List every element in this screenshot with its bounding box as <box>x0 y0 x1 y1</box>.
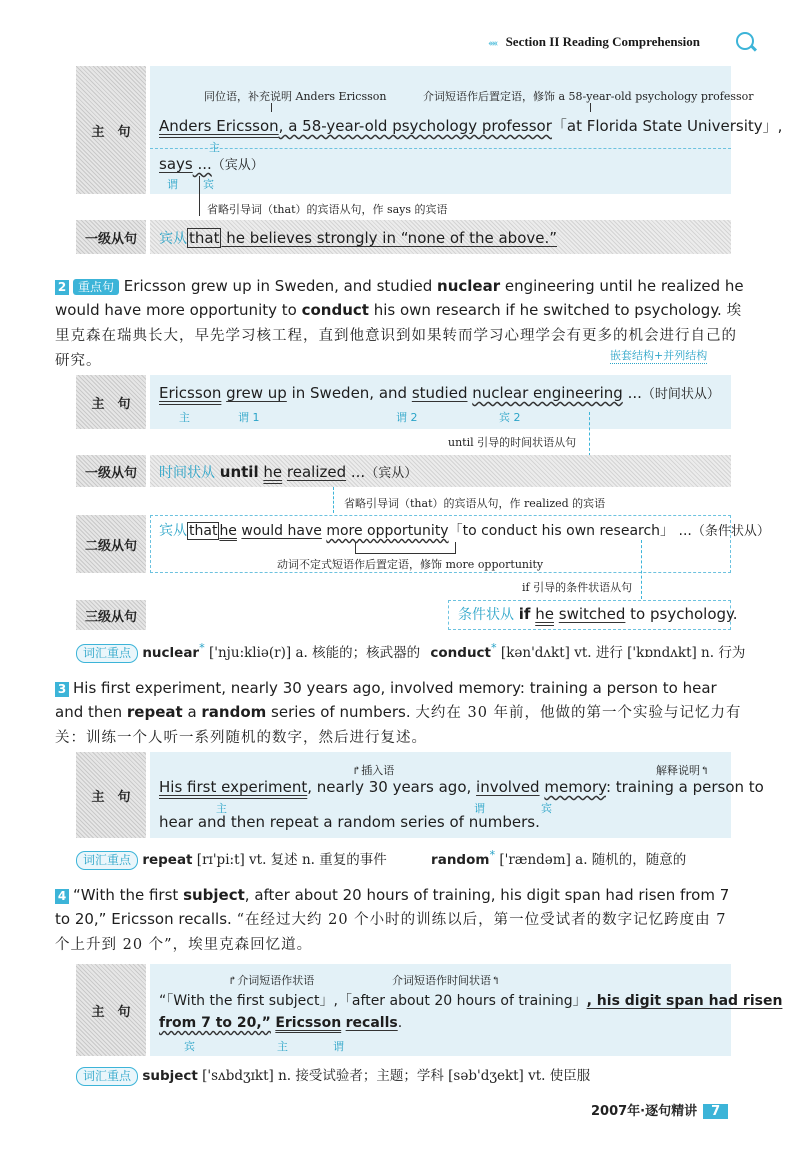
quoted-clause: , his digit span had risen <box>586 993 783 1009</box>
pointer-line <box>641 540 642 599</box>
vocab-definition: ['rændəm] a. 随机的，随意的 <box>495 852 687 868</box>
subclause-3-label: 三级从句 <box>76 600 146 630</box>
role-label: 宾 2 <box>499 411 521 424</box>
book-title: 2007年·逐句精讲 <box>591 1104 698 1119</box>
pointer-line <box>271 103 272 112</box>
vocab-word: random <box>431 852 490 868</box>
sentence-line <box>159 154 264 173</box>
clause-text: he believes strongly in “none of the above.” <box>221 229 558 247</box>
header-arrows: ‹‹‹‹‹ <box>488 37 497 49</box>
star-icon: * <box>491 641 497 655</box>
pointer-line <box>589 412 590 456</box>
subject: he <box>219 523 237 539</box>
dots: ... <box>346 463 366 481</box>
verb: switched <box>558 605 626 623</box>
english-text: , after about 20 hours of training, his digit span had risen from 7 to 20,” Ericsson recalls. <box>55 886 730 928</box>
keyword: conduct <box>301 301 369 319</box>
dashed-divider <box>150 148 731 149</box>
verb: recalls <box>345 1015 398 1031</box>
paragraph-4 <box>55 883 745 957</box>
vocab-tag: 词汇重点 <box>76 1067 138 1086</box>
keyword: repeat <box>126 703 183 721</box>
vocab-word: conduct <box>430 645 492 661</box>
role-label: 谓 1 <box>238 411 260 424</box>
quote: “ <box>159 993 167 1009</box>
search-icon <box>736 32 754 50</box>
vocab-definition: ['nju:kliə(r)] a. 核能的；核武器的 <box>204 645 421 661</box>
bracket-line <box>355 553 455 554</box>
clause-tag: 宾从 <box>159 231 187 247</box>
verb: studied <box>411 384 468 402</box>
annotation-text: 插入语 <box>361 764 395 777</box>
annotation-text: 介词短语作时间状语 <box>392 974 491 987</box>
prep-phrase: 「after about 20 hours of training」 <box>337 993 587 1009</box>
subject: Ericsson <box>275 1015 342 1031</box>
clause-tag: 条件状从 <box>458 607 514 623</box>
role-label: 谓 2 <box>396 411 418 424</box>
annotation: 动词不定式短语作后置定语，修饰 more opportunity <box>277 558 544 571</box>
role-label: 宾 <box>203 178 214 191</box>
annotation: 同位语，补充说明 Anders Ericsson <box>204 90 387 103</box>
main-clause-label: 主 句 <box>76 66 146 194</box>
role-label: 主 <box>179 411 190 424</box>
role-label: 主 <box>216 802 227 815</box>
chinese-translation: 大约在 30 年前，他做的第一个实验与记忆力有关：训练一个人听一系列随机的数字，然后进行复述。 <box>55 705 742 746</box>
vocab-tag: 词汇重点 <box>76 851 138 870</box>
keyword: random <box>201 703 267 721</box>
chinese-translation: “在经过大约 20 个小时的训练以后，第一位受试者的数字记忆跨度由 7 个上升到 20 个”，埃里克森回忆道。 <box>55 912 727 953</box>
sentence-line <box>159 778 764 796</box>
dots: ... <box>674 523 692 539</box>
main-clause-label: 主 句 <box>76 964 146 1056</box>
role-label: 宾 <box>184 1040 195 1053</box>
key-sentence-tag: 重点句 <box>73 279 119 295</box>
sentence-line <box>159 462 417 482</box>
subclause-1-label: 一级从句 <box>76 455 146 487</box>
english-text: “With the first <box>73 886 184 904</box>
vocab-definition: [rɪ'pi:t] vt. 复述 n. 重复的事件 <box>192 852 387 868</box>
sentence-line <box>458 604 738 624</box>
section-title: Section II Reading Comprehension <box>505 34 701 49</box>
clause-tag: （时间状从） <box>641 387 720 402</box>
sentence-number: 2 <box>55 280 69 295</box>
verb: says <box>159 155 193 173</box>
main-clause-label: 主 句 <box>76 752 146 838</box>
object: nuclear engineering <box>472 384 623 402</box>
verb: involved <box>476 778 540 796</box>
sentence-line <box>159 990 782 1010</box>
infinitive-phrase: 「to conduct his own research」 <box>448 523 675 539</box>
english-text: His first experiment, nearly 30 years ago, involved memory: training a person to hear and then <box>55 679 717 721</box>
sentence-line <box>159 813 540 831</box>
vocab-definition: ['sʌbdʒɪkt] n. 接受试验者；主题；学科 [səb'dʒekt] vt. 使臣服 <box>197 1068 591 1084</box>
subject: he <box>535 605 554 623</box>
bracket-line <box>455 542 456 554</box>
vocab-row <box>76 848 686 870</box>
punct: . <box>397 1015 403 1031</box>
page-footer <box>591 1100 728 1119</box>
clause-tag: （宾从） <box>365 466 418 481</box>
insertion: , nearly 30 years ago, <box>307 778 477 796</box>
english-text: series of numbers. <box>266 703 411 721</box>
text: to psychology. <box>625 605 738 623</box>
sentence-line <box>159 115 782 136</box>
subclause-2-label: 二级从句 <box>76 515 146 573</box>
annotation: if 引导的条件状语从句 <box>522 581 633 594</box>
paragraph-3 <box>55 676 745 750</box>
subject: he <box>263 463 283 481</box>
star-icon: * <box>199 641 205 655</box>
verb: would have <box>241 523 322 539</box>
vocab-row <box>76 1064 590 1086</box>
sentence-number: 3 <box>55 682 69 697</box>
verb: realized <box>286 463 347 481</box>
clause-tag: 时间状从 <box>159 465 215 481</box>
prep-phrase: 「With the first subject」 <box>166 993 334 1009</box>
vocab-row <box>76 641 745 663</box>
verb: grew up <box>226 384 287 402</box>
running-header <box>488 34 700 50</box>
role-label: 主 <box>209 141 220 154</box>
annotation: ↱插入语 <box>352 764 395 777</box>
sentence-number: 4 <box>55 889 69 904</box>
subject: Anders Ericsson <box>159 117 279 135</box>
annotation: 介词短语作时间状语↰ <box>392 974 501 987</box>
subject: His first experiment <box>159 778 308 796</box>
annotation: 省略引导词（that）的宾语从句，作 realized 的宾语 <box>344 497 606 510</box>
english-text: Ericsson grew up in Sweden, and studied <box>123 277 438 295</box>
sentence-line <box>159 383 720 402</box>
vocab-word: repeat <box>142 852 193 868</box>
english-text: his own research if he switched to psychology. <box>368 301 722 319</box>
keyword: subject <box>183 886 245 904</box>
main-clause-label: 主 句 <box>76 375 146 429</box>
structure-note: 嵌套结构+并列结构 <box>610 349 708 362</box>
sentence-line <box>159 228 557 248</box>
object: from 7 to 20,” <box>159 1015 271 1031</box>
role-label: 谓 <box>167 178 178 191</box>
role-label: 谓 <box>333 1040 344 1053</box>
pointer-line <box>333 487 334 513</box>
english-text: engineering until he realized he would have more opportunity to <box>55 277 744 319</box>
annotation: 省略引导词（that）的宾语从句，作 says 的宾语 <box>207 203 448 216</box>
vocab-tag: 词汇重点 <box>76 644 138 663</box>
annotation: 介词短语作后置定语，修饰 a 58-year-old psychology professor <box>423 90 754 103</box>
conjunction: that <box>189 523 218 539</box>
explanation: : training a person to <box>605 778 764 796</box>
punct: , <box>333 993 338 1009</box>
keyword: nuclear <box>437 277 501 295</box>
vocab-word: subject <box>142 1068 198 1084</box>
object-dots: ... <box>192 155 212 173</box>
role-label: 主 <box>277 1040 288 1053</box>
role-label: 谓 <box>474 802 485 815</box>
annotation-text: 解释说明 <box>656 764 700 777</box>
chinese-translation: 埃里克森在瑞典长大，早先学习核工程，直到他意识到如果转而学习心理学会有更多的机会进行自己的研究。 <box>55 303 743 369</box>
object: memory <box>544 778 606 796</box>
prep-phrase: 「at Florida State University」, <box>551 117 783 135</box>
subclause-1-label: 一级从句 <box>76 220 146 254</box>
sentence-line <box>159 520 770 540</box>
dots: ... <box>622 384 642 402</box>
vocab-word: nuclear <box>142 645 200 661</box>
sentence-line <box>159 1015 402 1031</box>
role-label: 宾 <box>541 802 552 815</box>
clause-tag: （条件状从） <box>691 524 770 539</box>
pointer-line <box>590 103 591 112</box>
subject: Ericsson <box>159 384 222 402</box>
annotation: ↱介词短语作状语 <box>228 974 315 987</box>
clause-tag: 宾从 <box>159 523 187 539</box>
conjunction: if <box>518 605 531 623</box>
english-text: a <box>182 703 202 721</box>
conjunction: until <box>219 463 259 481</box>
vocab-definition: [kən'dʌkt] vt. 进行 ['kɒndʌkt] n. 行为 <box>496 645 746 661</box>
conjunction: that <box>189 229 220 247</box>
annotation: until 引导的时间状语从句 <box>448 436 577 449</box>
clause-tag: （宾从） <box>211 158 264 173</box>
star-icon: * <box>489 848 496 862</box>
pointer-line <box>199 176 200 216</box>
appositive: , a 58-year-old psychology professor <box>278 117 552 135</box>
page-number: 7 <box>703 1104 728 1119</box>
text: in Sweden, and <box>286 384 412 402</box>
annotation-text: 介词短语作状语 <box>237 974 315 987</box>
annotation: 解释说明↰ <box>656 764 710 777</box>
explanation: hear and then repeat a random series of numbers. <box>159 813 540 831</box>
object: more opportunity <box>326 523 449 539</box>
